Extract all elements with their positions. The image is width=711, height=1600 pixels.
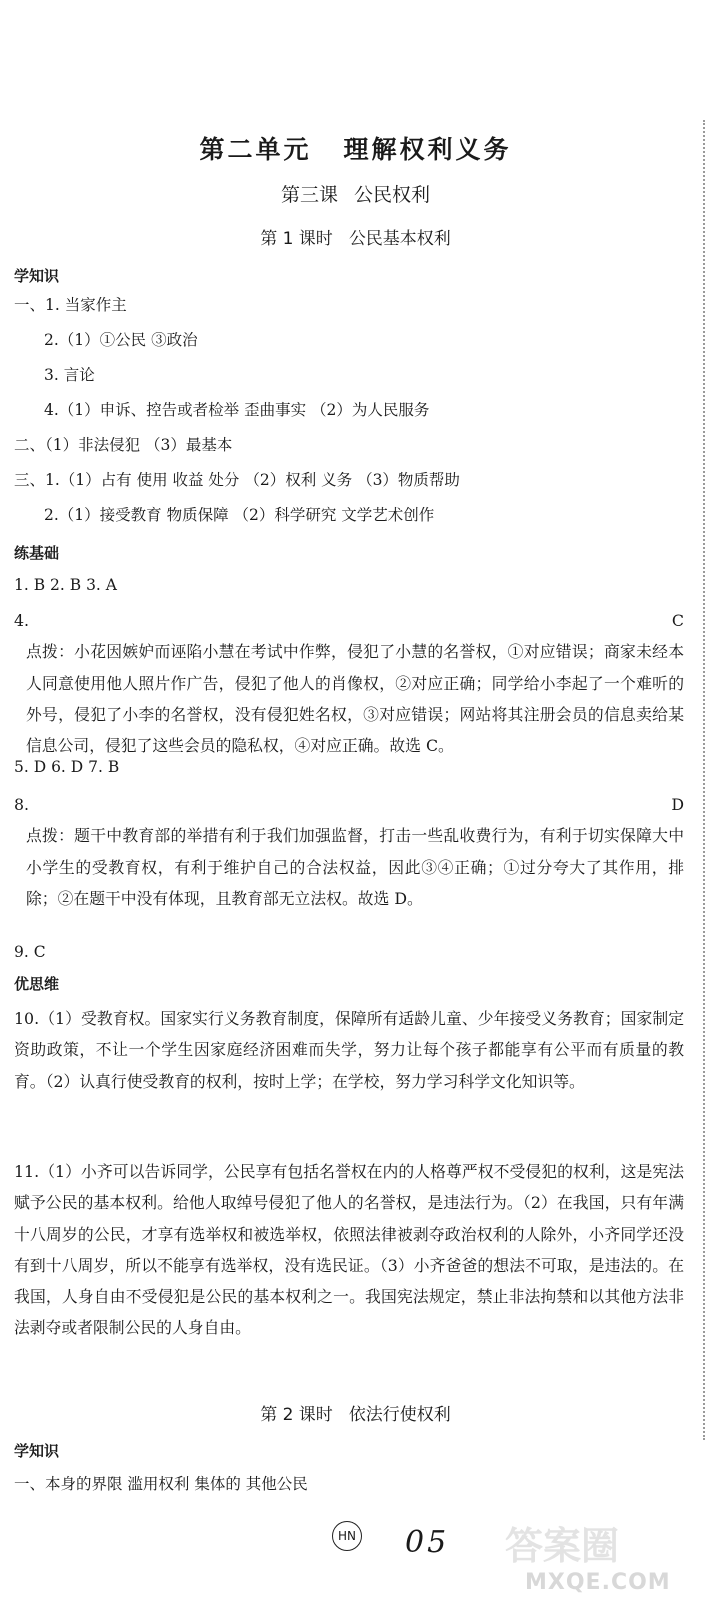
think-q10: 10.（1）受教育权。国家实行义务教育制度，保障所有适龄儿童、少年接受义务教育；国家制定资助政策，不让一个学生因家庭经济困难而失学，努力让每个孩子都能享有公平而有质量的教育。（2）认真行使受教育的权利，按时上学；在学校，努力学习科学文化知识等。 (14, 1009, 684, 1091)
watermark-url: MXQE.COM (525, 1570, 671, 1595)
period-2-title: 依法行使权利 (348, 1405, 451, 1425)
practice-q4 (14, 605, 684, 761)
think-q11: 11.（1）小齐可以告诉同学，公民享有包括名誉权在内的人格尊严权不受侵犯的权利，这是宪法赋予公民的基本权利。给他人取绰号侵犯了他人的名誉权，是违法行为。（2）在我国，只有年满十八周岁的公民，才享有选举权和被选举权，依照法律被剥夺政治权利的人除外，小齐同学还没有到十八周岁，所以不能享有选举权，没有选民证。（3）小齐爸爸的想法不可取，是违法的。在我国，人身自由不受侵犯是公民的基本权利之一。我国宪法规定，禁止非法拘禁和以其他方法非法剥夺或者限制公民的人身自由。 (14, 1162, 684, 1338)
practice-answers-5-7: 5. D 6. D 7. B (14, 758, 120, 776)
learn-line-4: 4.（1）申诉、控告或者检举 歪曲事实 （2）为人民服务 (44, 401, 430, 419)
period-2-heading (0, 1400, 711, 1425)
learn-line-3: 3. 言论 (44, 366, 95, 384)
q4-explanation: 点拨：小花因嫉妒而诬陷小慧在考试中作弊，侵犯了小慧的名誉权，①对应错误；商家未经本人同意使用他人照片作广告，侵犯了他人的肖像权，②对应正确；同学给小李起了一个难听的外号，侵犯了小李的名誉权，没有侵犯姓名权，③对应错误；网站将其注册会员的信息卖给某信息公司，侵犯了这些会员的隐私权，④对应正确。故选 C。 (26, 642, 684, 756)
section-learn-knowledge-2: 学知识 (14, 1442, 60, 1460)
lesson-subtitle: 公民权利 (354, 184, 431, 206)
practice-answers-1-3: 1. B 2. B 3. A (14, 576, 117, 594)
period-1-heading (0, 224, 711, 249)
unit-subtitle: 理解权利义务 (343, 135, 512, 164)
section-excellent-thinking: 优思维 (14, 975, 60, 993)
unit-title: 第二单元 (199, 135, 312, 164)
learn-line-5: 二、（1）非法侵犯 （3）最基本 (14, 436, 233, 454)
unit-heading (0, 130, 711, 166)
period-2-label: 第 2 课时 (260, 1405, 333, 1425)
lesson-heading (0, 180, 711, 207)
section-learn-knowledge: 学知识 (14, 267, 60, 285)
q4-answer: 4. C (14, 611, 684, 630)
lesson-title: 第三课 (280, 184, 338, 206)
learn-line-1: 一、1. 当家作主 (14, 296, 127, 314)
learn-line-7: 2.（1）接受教育 物质保障 （2）科学研究 文学艺术创作 (44, 506, 435, 524)
section-practice-basics: 练基础 (14, 544, 60, 562)
q8-explanation: 点拨：题干中教育部的举措有利于我们加强监督，打击一些乱收费行为，有利于切实保障大中小学生的受教育权，有利于维护自己的合法权益，因此③④正确；①过分夸大了其作用，排除；②在题干中没有体现，且教育部无立法权。故选 D。 (26, 826, 684, 908)
page-number: 05 (405, 1525, 450, 1560)
q8-answer: 8. D (14, 795, 684, 814)
learn-line-2: 2.（1）①公民 ③政治 (44, 331, 198, 349)
period-1-label: 第 1 课时 (260, 229, 333, 249)
learn-line-6: 三、1.（1）占有 使用 收益 处分 （2）权利 义务 （3）物质帮助 (14, 471, 460, 489)
watermark-logo: 答案圈 (505, 1524, 620, 1568)
practice-answer-9: 9. C (14, 943, 46, 961)
practice-q8 (14, 789, 684, 914)
period-1-title: 公民基本权利 (348, 229, 451, 249)
page-edge-divider (701, 120, 705, 1440)
learn2-line-1: 一、本身的界限 滥用权利 集体的 其他公民 (14, 1475, 308, 1493)
hn-badge: HN (332, 1521, 362, 1551)
